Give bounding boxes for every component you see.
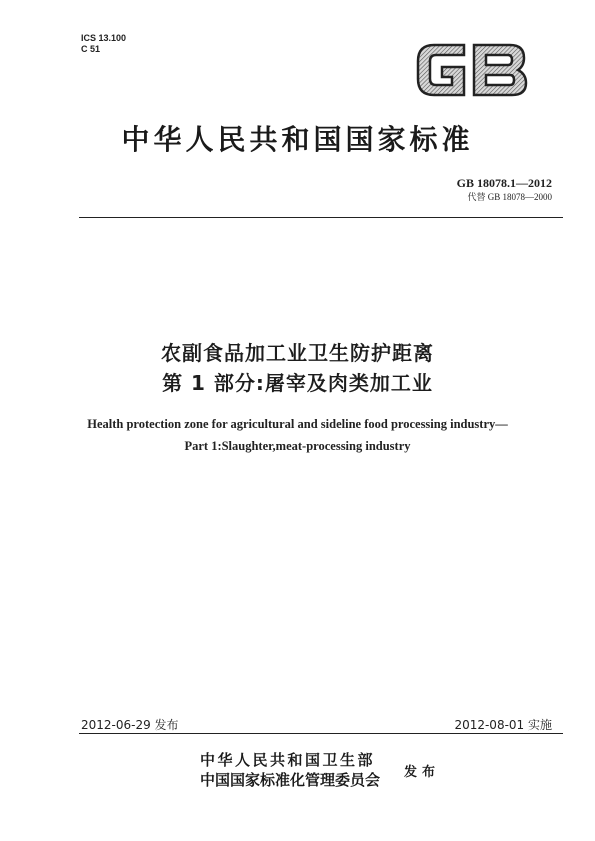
standard-number: GB 18078.1—2012 bbox=[456, 176, 552, 190]
chinese-title-line-2: 第 1 部分:屠宰及肉类加工业 bbox=[162, 371, 433, 395]
top-divider bbox=[79, 217, 563, 218]
issuer-standardization-administration: 中国国家标准化管理委员会 bbox=[200, 771, 381, 789]
standard-number-block bbox=[457, 176, 552, 203]
english-title-line-2: Part 1:Slaughter,meat-processing industry bbox=[184, 439, 411, 453]
english-title-line-1: Health protection zone for agricultural and sideline food processing industry— bbox=[87, 417, 508, 431]
ics-code: ICS 13.100 bbox=[81, 33, 127, 43]
chinese-title-line-1: 农副食品加工业卫生防护距离 bbox=[161, 341, 434, 365]
classification-codes bbox=[81, 33, 126, 55]
implementation-date: 2012-08-01 实施 bbox=[454, 718, 552, 732]
bottom-divider bbox=[79, 733, 563, 734]
issuer-ministry-of-health: 中华人民共和国卫生部 bbox=[200, 751, 376, 769]
issuing-organizations bbox=[200, 750, 380, 790]
issue-date: 2012-06-29 发布 bbox=[81, 718, 179, 732]
gb-logo-icon bbox=[412, 39, 532, 101]
publish-label: 发布 bbox=[404, 765, 441, 780]
ccs-code: C 51 bbox=[81, 44, 101, 54]
national-standard-title: 中华人民共和国国家标准 bbox=[121, 123, 474, 156]
replaces-standard: 代替 GB 18078—2000 bbox=[467, 192, 552, 202]
